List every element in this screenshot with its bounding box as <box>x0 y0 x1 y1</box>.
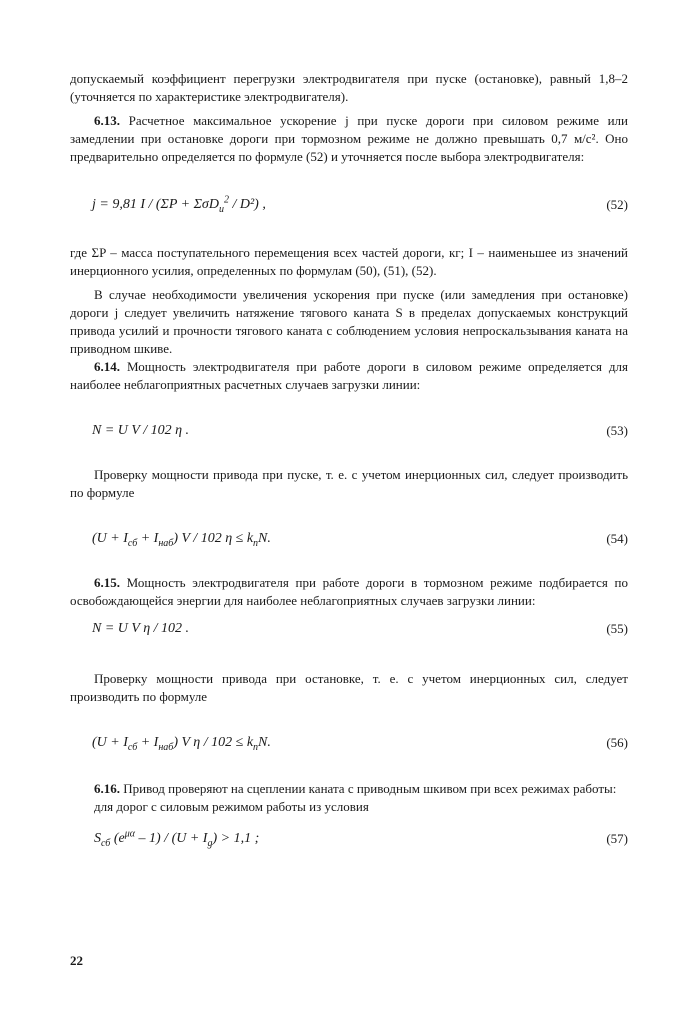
paragraph-check-start: Проверку мощности привода при пуске, т. е. с учетом инерционных сил, следует производить по формуле <box>70 467 628 500</box>
section-text-6-13: Расчетное максимальное ускорение j при пуске дороги при силовом режиме или замедлении при остановке дороги при тормозном режиме не должно превышать 0,7 м/с². Оно предварительно определяется по формуле (52) и уточняется после выбора электродвигателя: <box>70 113 628 164</box>
formula-52-number: (52) <box>606 197 628 212</box>
formula-53-expression: N = U V / 102 η . <box>92 423 190 438</box>
paragraph-check-stop: Проверку мощности привода при остановке, т. е. с учетом инерционных сил, следует производить по формуле <box>70 671 628 704</box>
paragraph-case: В случае необходимости увеличения ускорения при пуске (или замедления при остановке) дороги j следует увеличить натяжение тягового каната S в пределах допускаемых конструкций привода усилий и прочности тягового каната с соблюдением условия непроскальзывания каната на приводном шкиве. <box>70 287 628 356</box>
page-number: 22 <box>70 953 83 968</box>
paragraph-6-16 <box>70 780 628 798</box>
formula-54-expression: $(U + I_{сб} + I_{наб})$ V / 102 $\eta \le k_пN$. <box>92 531 271 549</box>
formula-55-expression: N = U V η / 102 . <box>92 621 190 636</box>
section-number-6-14: 6.14. <box>94 359 120 374</box>
formula-56-expression: $(U + I_{сб} + I_{наб})$ V $\eta / 102 \le k_пN$. <box>92 735 271 753</box>
section-text-6-14: Мощность электродвигателя при работе дороги в силовом режиме определяется для наиболее неблагоприятных расчетных случаев загрузки линии: <box>70 359 628 392</box>
section-number-6-13: 6.13. <box>94 113 120 128</box>
formula-56-number: (56) <box>606 735 628 750</box>
formula-56 <box>70 734 628 756</box>
paragraph-where: где ΣP – масса поступательного перемещения всех частей дороги, кг; I – наименьшее из значений инерционного усилия, определенных по формулам (50), (51), (52). <box>70 245 628 278</box>
formula-54 <box>70 530 628 552</box>
formula-57 <box>70 830 628 852</box>
formula-53 <box>70 422 628 444</box>
paragraph-intro: допускаемый коэффициент перегрузки электродвигателя при пуске (остановке), равный 1,8–2 (уточняется по характеристике электродвигателя). <box>70 71 628 104</box>
paragraph-6-13 <box>70 112 628 166</box>
formula-54-number: (54) <box>606 531 628 546</box>
section-text-6-15: Мощность электродвигателя при работе дороги в тормозном режиме подбирается по освобождающейся энергии для наиболее неблагоприятных случаев загрузки линии: <box>70 575 628 608</box>
paragraph-roads: для дорог с силовым режимом работы из условия <box>94 799 369 814</box>
formula-57-number: (57) <box>606 831 628 846</box>
formula-52 <box>70 196 628 218</box>
paragraph-6-14 <box>70 358 628 394</box>
formula-57-expression: $S_{сб}$ $(e^{\mu\alpha} - 1) / (U + I_g) > 1,1$ ; <box>94 828 260 849</box>
section-number-6-16: 6.16. <box>94 781 120 796</box>
formula-52-expression: j = 9,81 I / (ΣP + ΣσD$_u^2$ / D²) , <box>92 194 266 215</box>
paragraph-6-15 <box>70 574 628 610</box>
section-text-6-16: Привод проверяют на сцеплении каната с приводным шкивом при всех режимах работы: <box>120 781 617 796</box>
formula-55-number: (55) <box>606 621 628 636</box>
formula-53-number: (53) <box>606 423 628 438</box>
formula-55 <box>70 620 628 642</box>
document-page <box>70 70 628 852</box>
section-number-6-15: 6.15. <box>94 575 120 590</box>
